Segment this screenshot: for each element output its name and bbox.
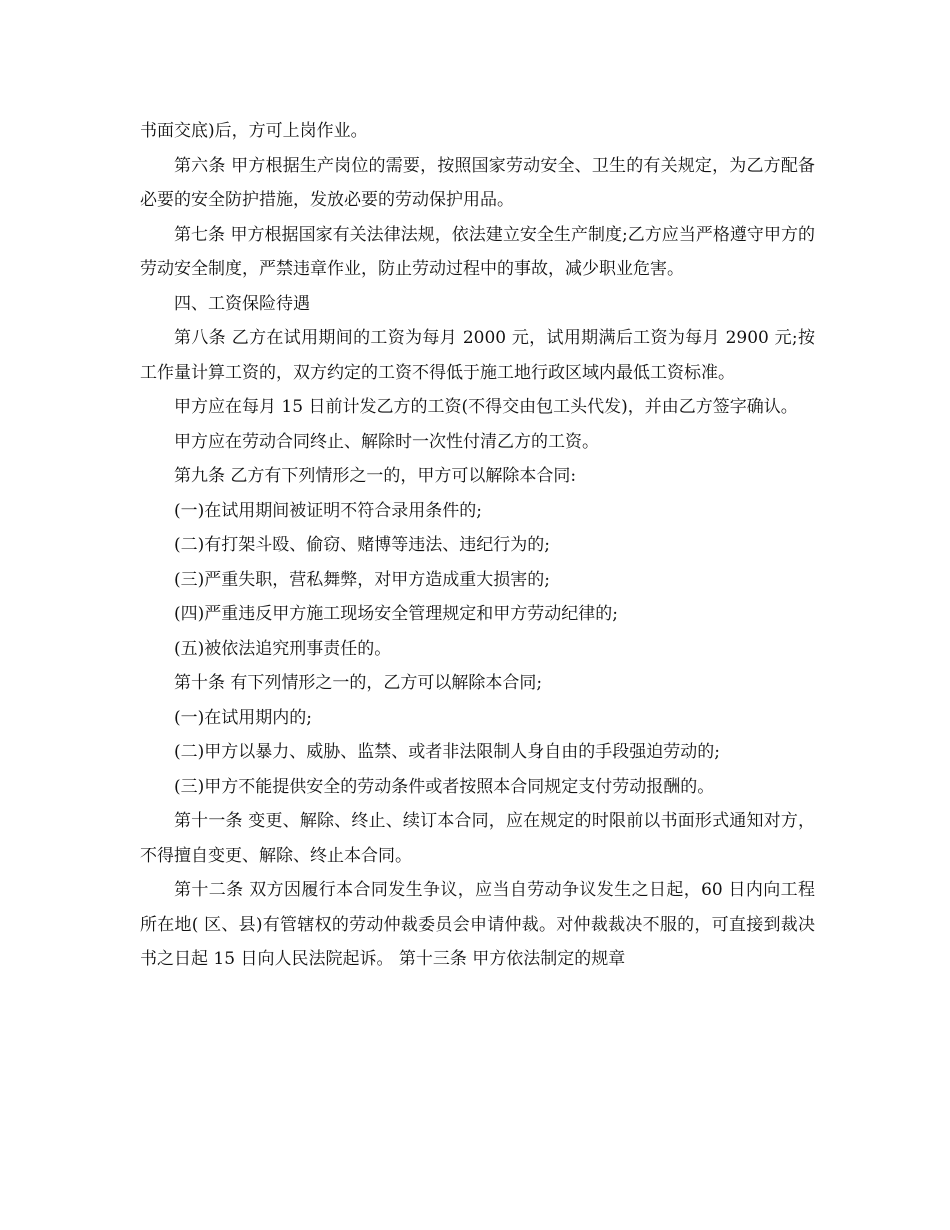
article-10-item-2: (二)甲方以暴力、威胁、监禁、或者非法限制人身自由的手段强迫劳动的;: [174, 742, 720, 762]
article-10-item-1: (一)在试用期内的;: [174, 707, 312, 728]
section-heading-wages: 四、工资保险待遇: [174, 293, 310, 314]
paragraph-pay-date: 甲方应在每月 15 日前计发乙方的工资(不得交由包工头代发)，并由乙方签字确认。: [174, 397, 798, 417]
article-6: 第六条 甲方根据生产岗位的需要，按照国家劳动安全、卫生的有关规定，为乙方配备必要的安全防护措施，发放必要的劳动保护用品。: [140, 155, 815, 210]
article-9-item-4: (四)严重违反甲方施工现场安全管理规定和甲方劳动纪律的;: [174, 604, 618, 624]
article-9-item-2: (二)有打架斗殴、偷窃、赌博等违法、违纪行为的;: [174, 535, 550, 555]
article-10-item-3: (三)甲方不能提供安全的劳动条件或者按照本合同规定支付劳动报酬的。: [174, 776, 715, 797]
paragraph-final-pay: 甲方应在劳动合同终止、解除时一次性付清乙方的工资。: [174, 431, 599, 452]
article-7: 第七条 甲方根据国家有关法律法规，依法建立安全生产制度;乙方应当严格遵守甲方的劳动安全制度，严禁违章作业，防止劳动过程中的事故，减少职业危害。: [140, 224, 815, 279]
article-9-item-1: (一)在试用期间被证明不符合录用条件的;: [174, 500, 482, 521]
article-10: 第十条 有下列情形之一的，乙方可以解除本合同;: [174, 673, 543, 693]
document-body: [140, 114, 815, 977]
paragraph-continuation: 书面交底)后，方可上岗作业。: [140, 121, 368, 141]
article-11: 第十一条 变更、解除、终止、续订本合同，应在规定的时限前以书面形式通知对方，不得擅自变更、解除、终止本合同。: [140, 811, 815, 866]
article-9-item-3: (三)严重失职，营私舞弊，对甲方造成重大损害的;: [174, 569, 550, 590]
article-9: 第九条 乙方有下列情形之一的，甲方可以解除本合同:: [174, 466, 577, 486]
article-12: 第十二条 双方因履行本合同发生争议，应当自劳动争议发生之日起，60 日内向工程所在地( 区、县)有管辖权的劳动仲裁委员会申请仲裁。对仲裁裁决不服的，可直接到裁决书之日起 15 日向人民法院起诉。 第十三条 甲方依法制定的规章: [140, 880, 815, 969]
article-8: 第八条 乙方在试用期间的工资为每月 2000 元，试用期满后工资为每月 2900 元;按工作量计算工资的，双方约定的工资不得低于施工地行政区域内最低工资标准。: [140, 328, 815, 383]
article-9-item-5: (五)被依法追究刑事责任的。: [174, 638, 392, 659]
